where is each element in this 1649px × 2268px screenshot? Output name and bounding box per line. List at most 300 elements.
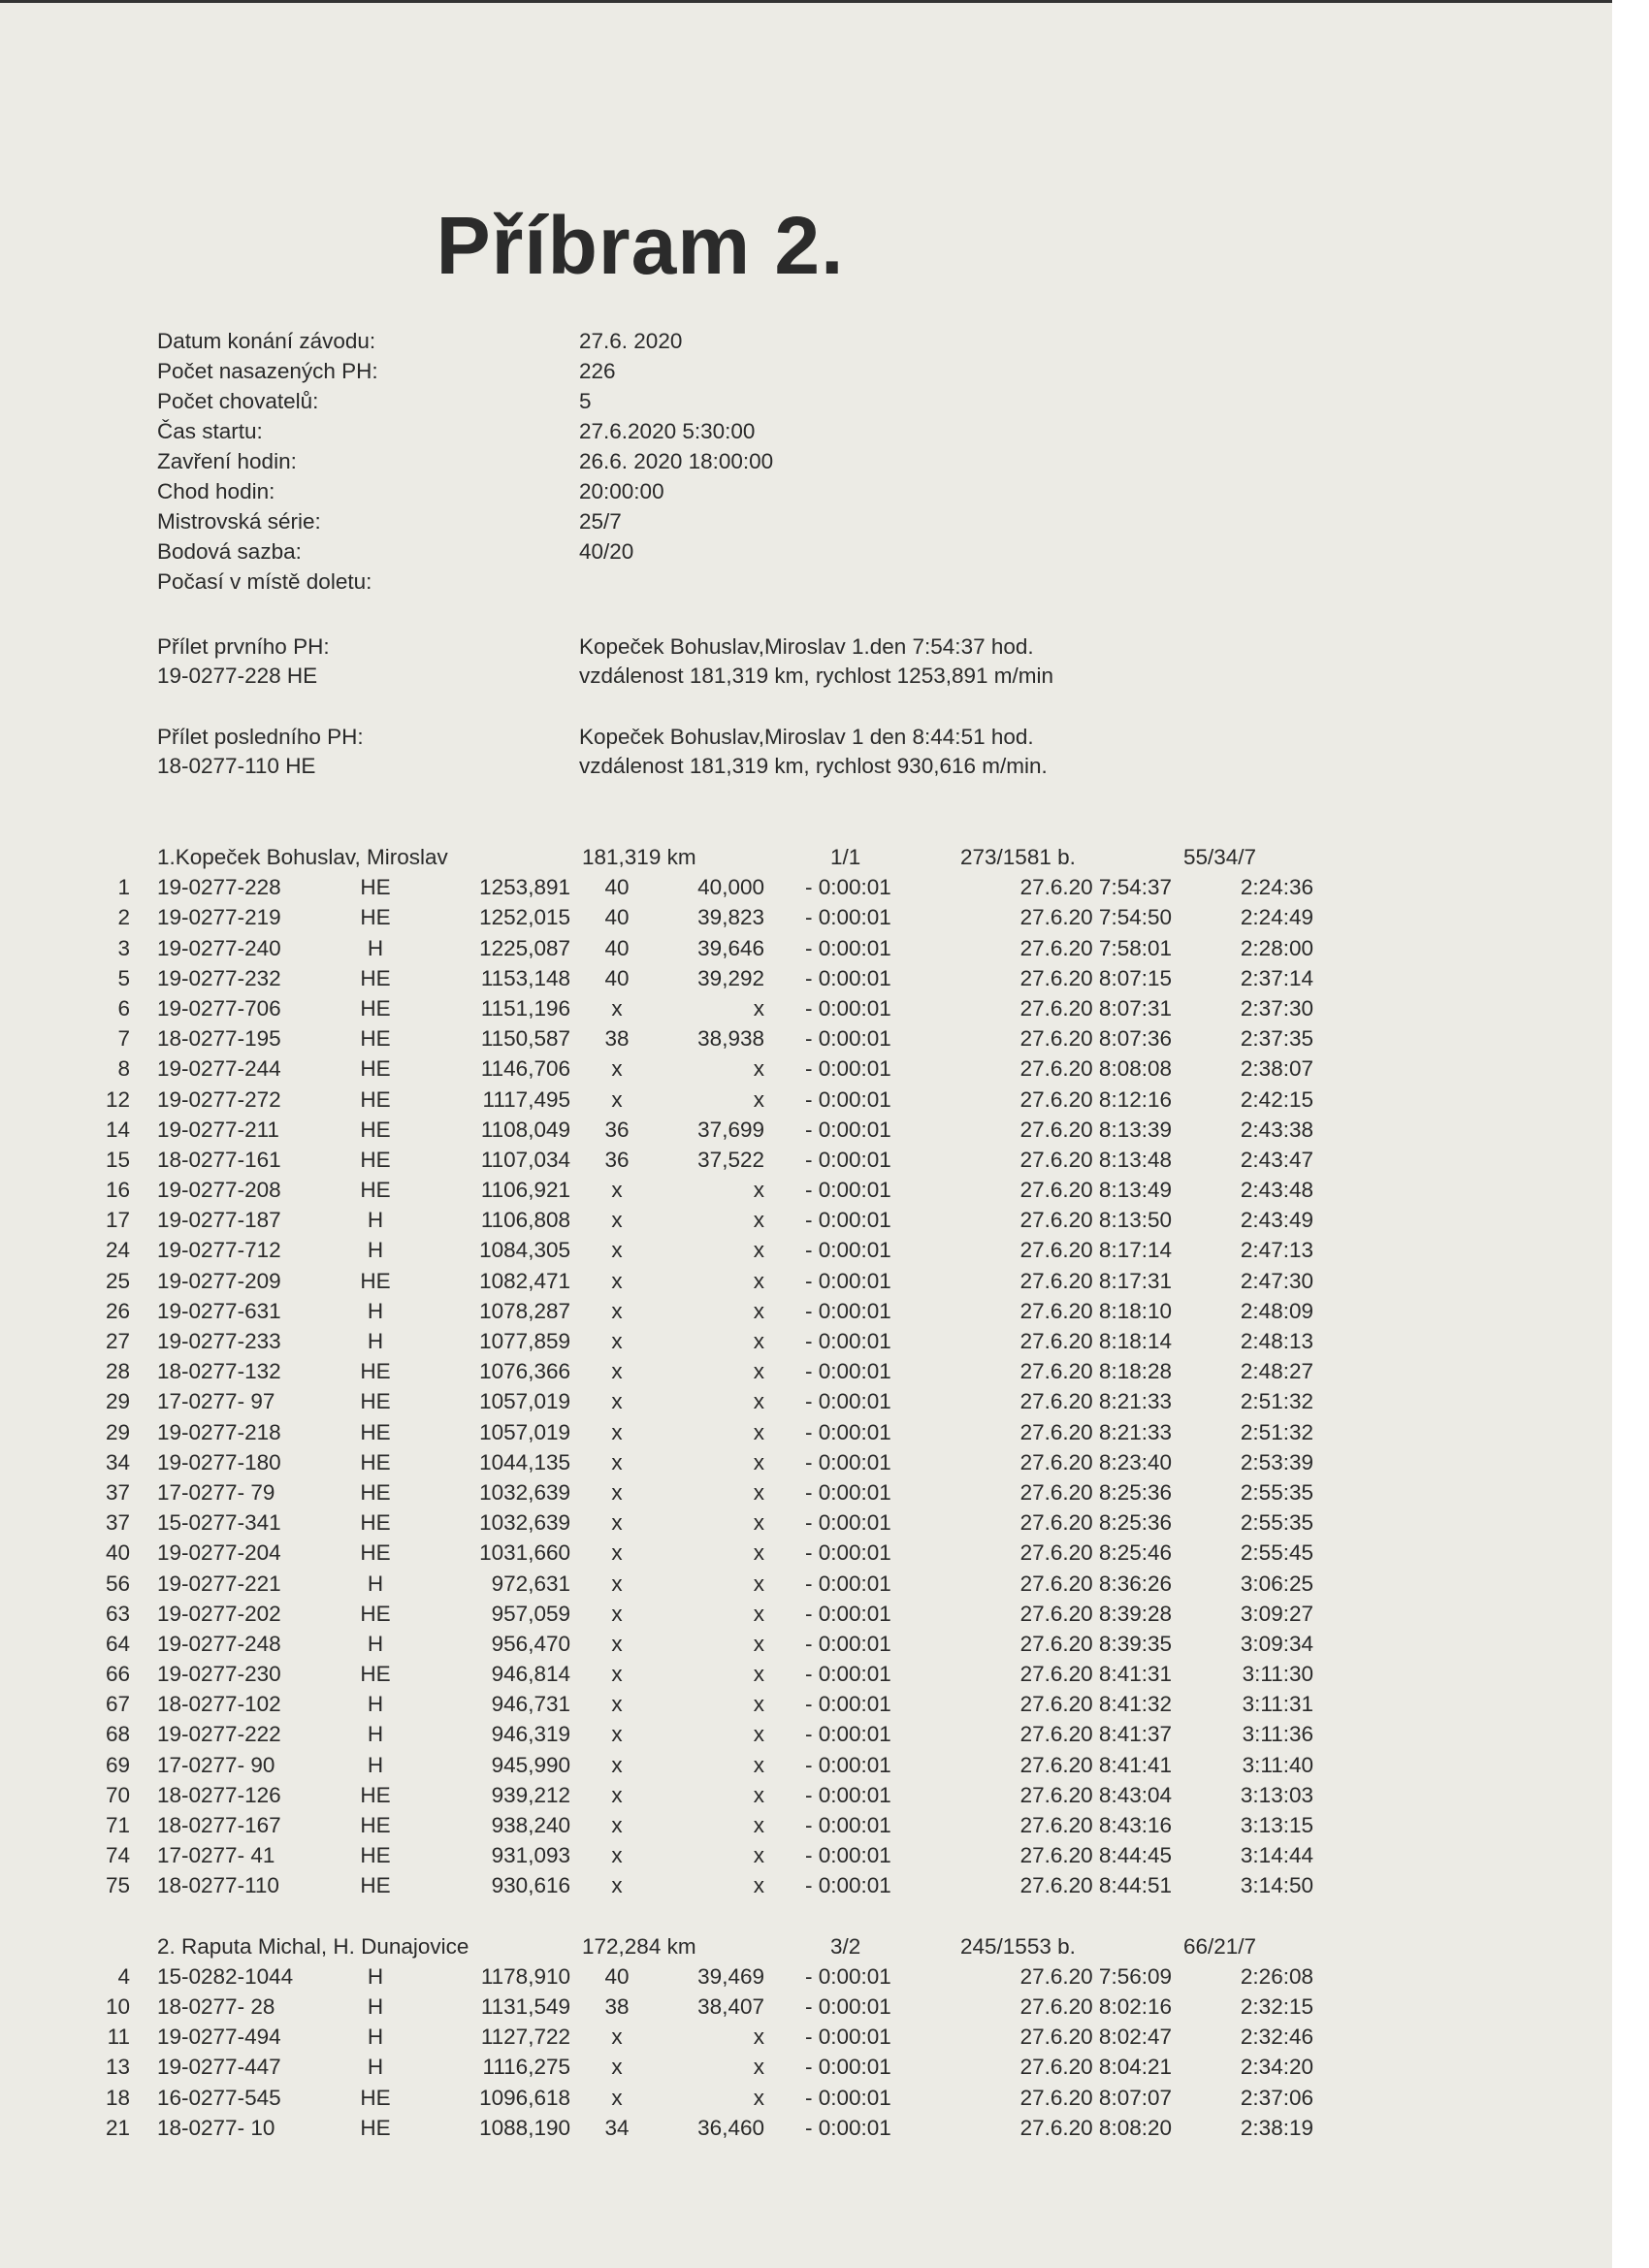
results-table [0, 842, 1358, 2143]
table-row [0, 1296, 1358, 1326]
points-cell: x [611, 1389, 623, 1414]
coefficient-cell: x [753, 1601, 764, 1626]
points-cell: x [611, 995, 623, 1021]
speed-cell: 1088,190 [479, 2115, 570, 2140]
correction-cell: - 0:00:01 [805, 2115, 891, 2140]
coefficient-cell: 38,407 [697, 1993, 764, 2019]
table-row [0, 1810, 1358, 1840]
speed-cell: 1106,921 [480, 1178, 570, 1203]
speed-cell: 1253,891 [479, 875, 570, 900]
flight-time-cell: 3:09:34 [1240, 1631, 1313, 1656]
first-arrival-label: Přílet prvního PH: [157, 634, 330, 659]
scan-edge-line [0, 0, 1612, 3]
correction-cell: - 0:00:01 [805, 1601, 891, 1626]
sex-cell: H [367, 1238, 384, 1263]
speed-cell: 1127,722 [480, 2025, 570, 2050]
flight-time-cell: 2:34:20 [1240, 2055, 1313, 2080]
table-row [0, 1870, 1358, 1900]
coefficient-cell: x [753, 1722, 764, 1747]
ring-number-cell: 17-0277- 97 [157, 1389, 275, 1414]
sex-cell: HE [360, 1178, 391, 1203]
sex-cell: HE [360, 1147, 391, 1172]
coefficient-cell: x [753, 1208, 764, 1233]
correction-cell: - 0:00:01 [805, 995, 891, 1021]
sex-cell: HE [360, 1662, 391, 1687]
table-row [0, 1447, 1358, 1477]
correction-cell: - 0:00:01 [805, 1268, 891, 1293]
speed-cell: 946,319 [491, 1722, 570, 1747]
info-value: 20:00:00 [579, 479, 664, 503]
correction-cell: - 0:00:01 [805, 1238, 891, 1263]
points-cell: x [611, 1571, 623, 1596]
arrival-cell: 27.6.20 8:12:16 [1019, 1086, 1172, 1112]
correction-cell: - 0:00:01 [805, 1722, 891, 1747]
speed-cell: 1252,015 [479, 905, 570, 930]
rank-cell: 24 [105, 1238, 130, 1263]
correction-cell: - 0:00:01 [805, 1147, 891, 1172]
points-cell: 36 [604, 1117, 630, 1142]
rank-cell: 4 [117, 1963, 130, 1989]
rank-cell: 5 [117, 965, 130, 990]
sex-cell: HE [360, 1026, 391, 1052]
rank-cell: 29 [105, 1419, 130, 1444]
speed-cell: 945,990 [491, 1752, 570, 1777]
speed-cell: 1096,618 [479, 2085, 570, 2110]
coefficient-cell: 39,823 [697, 905, 764, 930]
table-row [0, 1266, 1358, 1296]
coefficient-cell: 39,292 [697, 965, 764, 990]
correction-cell: - 0:00:01 [805, 2055, 891, 2080]
arrival-cell: 27.6.20 8:02:47 [1019, 2025, 1172, 2050]
rank-cell: 40 [105, 1540, 130, 1566]
speed-cell: 1057,019 [479, 1389, 570, 1414]
flight-time-cell: 2:48:09 [1240, 1298, 1313, 1323]
sex-cell: H [367, 1692, 384, 1717]
last-arrival-ring: 18-0277-110 HE [157, 754, 316, 778]
coefficient-cell: x [753, 1449, 764, 1474]
info-value: 5 [579, 389, 592, 413]
speed-cell: 1107,034 [480, 1147, 570, 1172]
arrival-cell: 27.6.20 8:21:33 [1019, 1389, 1172, 1414]
arrival-cell: 27.6.20 8:18:10 [1019, 1298, 1172, 1323]
speed-cell: 1150,587 [480, 1026, 570, 1052]
ring-number-cell: 18-0277- 28 [157, 1993, 275, 2019]
table-row [0, 993, 1358, 1023]
flight-time-cell: 2:37:06 [1240, 2085, 1313, 2110]
speed-cell: 972,631 [491, 1571, 570, 1596]
points-cell: x [611, 1601, 623, 1626]
breeder-series: 66/21/7 [1183, 1933, 1257, 1959]
coefficient-cell: 36,460 [697, 2115, 764, 2140]
points-cell: x [611, 1449, 623, 1474]
table-row [0, 2022, 1358, 2052]
sex-cell: H [367, 1631, 384, 1656]
arrival-cell: 27.6.20 8:04:21 [1019, 2055, 1172, 2080]
sex-cell: HE [360, 1813, 391, 1837]
sex-cell: HE [360, 1782, 391, 1807]
flight-time-cell: 3:09:27 [1240, 1601, 1313, 1626]
rank-cell: 6 [117, 995, 130, 1021]
arrival-cell: 27.6.20 7:54:50 [1019, 905, 1172, 930]
points-cell: x [611, 1813, 623, 1837]
points-cell: x [611, 1419, 623, 1444]
flight-time-cell: 2:24:36 [1240, 875, 1313, 900]
page-title: Příbram 2. [436, 200, 845, 291]
points-cell: 38 [604, 1026, 630, 1052]
ring-number-cell: 19-0277-240 [157, 935, 281, 960]
rank-cell: 3 [117, 935, 130, 960]
coefficient-cell: x [753, 1419, 764, 1444]
sex-cell: HE [360, 1268, 391, 1293]
rank-cell: 34 [105, 1449, 130, 1474]
rank-cell: 75 [105, 1873, 130, 1898]
info-label: Počet chovatelů: [157, 389, 319, 413]
speed-cell: 1153,148 [480, 965, 570, 990]
flight-time-cell: 2:53:39 [1240, 1449, 1313, 1474]
info-value: 25/7 [579, 509, 622, 534]
first-arrival-distance: vzdálenost 181,319 km, rychlost 1253,891 m/min [579, 664, 1054, 688]
rank-cell: 56 [105, 1571, 130, 1596]
speed-cell: 1044,135 [479, 1449, 570, 1474]
rank-cell: 18 [105, 2085, 130, 2110]
sex-cell: H [367, 935, 384, 960]
points-cell: x [611, 1662, 623, 1687]
coefficient-cell: x [753, 1843, 764, 1868]
coefficient-cell: 37,699 [697, 1117, 764, 1142]
info-value: 27.6.2020 5:30:00 [579, 419, 756, 443]
points-cell: x [611, 1178, 623, 1203]
correction-cell: - 0:00:01 [805, 1419, 891, 1444]
rank-cell: 29 [105, 1389, 130, 1414]
arrival-cell: 27.6.20 8:17:14 [1019, 1238, 1172, 1263]
arrival-cell: 27.6.20 8:36:26 [1019, 1571, 1172, 1596]
sex-cell: HE [360, 995, 391, 1021]
speed-cell: 938,240 [491, 1813, 570, 1837]
ring-number-cell: 15-0277-341 [157, 1510, 281, 1536]
sex-cell: HE [360, 875, 391, 900]
ring-number-cell: 19-0277-230 [157, 1662, 281, 1687]
points-cell: x [611, 1056, 623, 1082]
points-cell: x [611, 1298, 623, 1323]
rank-cell: 70 [105, 1782, 130, 1807]
coefficient-cell: x [753, 1752, 764, 1777]
flight-time-cell: 2:37:35 [1240, 1026, 1313, 1052]
coefficient-cell: x [753, 1056, 764, 1082]
correction-cell: - 0:00:01 [805, 1510, 891, 1536]
coefficient-cell: 39,469 [697, 1963, 764, 1989]
rank-cell: 25 [105, 1268, 130, 1293]
rank-cell: 37 [105, 1479, 130, 1505]
table-row [0, 1235, 1358, 1265]
ring-number-cell: 17-0277- 79 [157, 1479, 275, 1505]
sex-cell: H [367, 1722, 384, 1747]
ring-number-cell: 19-0277-208 [157, 1178, 281, 1203]
rank-cell: 17 [105, 1208, 130, 1233]
table-row [0, 1477, 1358, 1507]
speed-cell: 1076,366 [479, 1359, 570, 1384]
flight-time-cell: 3:11:30 [1242, 1662, 1313, 1687]
speed-cell: 1131,549 [480, 1993, 570, 2019]
points-cell: x [611, 1692, 623, 1717]
flight-time-cell: 2:47:13 [1240, 1238, 1313, 1263]
points-cell: x [611, 1510, 623, 1536]
correction-cell: - 0:00:01 [805, 1329, 891, 1353]
table-row [0, 1085, 1358, 1115]
sex-cell: HE [360, 1359, 391, 1384]
sex-cell: HE [360, 1843, 391, 1868]
table-row [0, 1538, 1358, 1568]
correction-cell: - 0:00:01 [805, 1843, 891, 1868]
correction-cell: - 0:00:01 [805, 1993, 891, 2019]
coefficient-cell: 40,000 [697, 875, 764, 900]
correction-cell: - 0:00:01 [805, 935, 891, 960]
correction-cell: - 0:00:01 [805, 2025, 891, 2050]
coefficient-cell: 37,522 [697, 1147, 764, 1172]
table-row [0, 1356, 1358, 1386]
ring-number-cell: 18-0277-195 [157, 1026, 281, 1052]
sex-cell: H [367, 1993, 384, 2019]
arrival-cell: 27.6.20 8:07:31 [1019, 995, 1172, 1021]
table-row [0, 1961, 1358, 1992]
flight-time-cell: 2:47:30 [1240, 1268, 1313, 1293]
rank-cell: 12 [105, 1086, 130, 1112]
points-cell: 36 [604, 1147, 630, 1172]
sex-cell: HE [360, 1449, 391, 1474]
rank-cell: 21 [105, 2115, 130, 2140]
sex-cell: HE [360, 1873, 391, 1898]
info-label: Bodová sazba: [157, 539, 302, 564]
last-arrival-label: Přílet posledního PH: [157, 725, 364, 749]
flight-time-cell: 3:11:40 [1242, 1752, 1313, 1777]
coefficient-cell: x [753, 2085, 764, 2110]
rank-cell: 64 [105, 1631, 130, 1656]
points-cell: x [611, 2085, 623, 2110]
ring-number-cell: 19-0277-631 [157, 1298, 281, 1323]
ring-number-cell: 19-0277-706 [157, 995, 281, 1021]
ring-number-cell: 19-0277-232 [157, 965, 281, 990]
correction-cell: - 0:00:01 [805, 1086, 891, 1112]
flight-time-cell: 3:14:44 [1240, 1843, 1313, 1868]
info-label: Čas startu: [157, 419, 263, 443]
table-row [0, 933, 1358, 963]
sex-cell: H [367, 1298, 384, 1323]
rank-cell: 16 [105, 1178, 130, 1203]
flight-time-cell: 3:11:36 [1242, 1722, 1313, 1747]
sex-cell: H [367, 1752, 384, 1777]
arrival-cell: 27.6.20 8:17:31 [1019, 1268, 1172, 1293]
sex-cell: HE [360, 1086, 391, 1112]
flight-time-cell: 2:43:38 [1240, 1117, 1313, 1142]
table-row [0, 1386, 1358, 1416]
speed-cell: 1032,639 [479, 1510, 570, 1536]
flight-time-cell: 2:48:13 [1240, 1329, 1313, 1353]
info-label: Chod hodin: [157, 479, 275, 503]
flight-time-cell: 3:13:15 [1240, 1813, 1313, 1837]
info-label: Počet nasazených PH: [157, 359, 378, 383]
points-cell: x [611, 1086, 623, 1112]
points-cell: 40 [604, 1963, 630, 1989]
table-row [0, 1992, 1358, 2022]
correction-cell: - 0:00:01 [805, 1298, 891, 1323]
flight-time-cell: 2:32:46 [1240, 2025, 1313, 2050]
points-cell: x [611, 1238, 623, 1263]
coefficient-cell: x [753, 1692, 764, 1717]
table-row [0, 1750, 1358, 1780]
arrival-cell: 27.6.20 8:44:51 [1019, 1873, 1172, 1898]
sex-cell: H [367, 1963, 384, 1989]
coefficient-cell: x [753, 1329, 764, 1353]
rank-cell: 74 [105, 1843, 130, 1868]
points-cell: x [611, 1268, 623, 1293]
rank-cell: 67 [105, 1692, 130, 1717]
group-spacer [0, 1901, 1358, 1931]
rank-cell: 69 [105, 1752, 130, 1777]
coefficient-cell: x [753, 1813, 764, 1837]
speed-cell: 931,093 [491, 1843, 570, 1868]
sex-cell: H [367, 2055, 384, 2080]
arrival-cell: 27.6.20 8:39:35 [1019, 1631, 1172, 1656]
arrival-cell: 27.6.20 8:21:33 [1019, 1419, 1172, 1444]
ring-number-cell: 18-0277-132 [157, 1359, 281, 1384]
last-arrival-distance: vzdálenost 181,319 km, rychlost 930,616 m/min. [579, 754, 1048, 778]
table-row [0, 1780, 1358, 1810]
arrival-cell: 27.6.20 8:02:16 [1019, 1993, 1172, 2019]
speed-cell: 1106,808 [480, 1208, 570, 1233]
correction-cell: - 0:00:01 [805, 1359, 891, 1384]
speed-cell: 1078,287 [479, 1298, 570, 1323]
info-label: Zavření hodin: [157, 449, 297, 473]
flight-time-cell: 2:42:15 [1240, 1086, 1313, 1112]
table-row [0, 1145, 1358, 1175]
correction-cell: - 0:00:01 [805, 1056, 891, 1082]
sex-cell: HE [360, 1540, 391, 1566]
coefficient-cell: x [753, 1662, 764, 1687]
arrival-cell: 27.6.20 8:18:28 [1019, 1359, 1172, 1384]
speed-cell: 946,731 [491, 1692, 570, 1717]
points-cell: x [611, 1782, 623, 1807]
speed-cell: 1117,495 [482, 1086, 570, 1112]
arrival-cell: 27.6.20 7:54:37 [1019, 875, 1172, 900]
info-label: Datum konání závodu: [157, 329, 376, 353]
speed-cell: 939,212 [491, 1782, 570, 1807]
ring-number-cell: 19-0277-712 [157, 1238, 281, 1263]
ring-number-cell: 19-0277-187 [157, 1208, 281, 1233]
breeder-name: 2. Raputa Michal, H. Dunajovice [157, 1933, 469, 1959]
points-cell: 40 [604, 905, 630, 930]
flight-time-cell: 3:14:50 [1240, 1873, 1313, 1898]
speed-cell: 946,814 [491, 1662, 570, 1687]
speed-cell: 1116,275 [482, 2055, 570, 2080]
ring-number-cell: 19-0277-222 [157, 1722, 281, 1747]
ring-number-cell: 18-0277-110 [157, 1873, 279, 1898]
correction-cell: - 0:00:01 [805, 1631, 891, 1656]
ring-number-cell: 17-0277- 41 [157, 1843, 275, 1868]
flight-time-cell: 2:55:35 [1240, 1479, 1313, 1505]
correction-cell: - 0:00:01 [805, 1117, 891, 1142]
rank-cell: 11 [107, 2025, 130, 2050]
breeder-ratio: 3/2 [830, 1933, 861, 1959]
rank-cell: 68 [105, 1722, 130, 1747]
info-label: Mistrovská série: [157, 509, 321, 534]
arrival-cell: 27.6.20 8:44:45 [1019, 1843, 1172, 1868]
ring-number-cell: 19-0277-494 [157, 2025, 281, 2050]
speed-cell: 1084,305 [479, 1238, 570, 1263]
coefficient-cell: x [753, 1178, 764, 1203]
arrival-cell: 27.6.20 8:08:20 [1019, 2115, 1172, 2140]
points-cell: x [611, 1479, 623, 1505]
flight-time-cell: 2:51:32 [1240, 1389, 1313, 1414]
speed-cell: 1151,196 [480, 995, 570, 1021]
flight-time-cell: 3:11:31 [1242, 1692, 1313, 1717]
table-row [0, 1507, 1358, 1538]
rank-cell: 10 [105, 1993, 130, 2019]
arrival-cell: 27.6.20 8:41:31 [1019, 1662, 1172, 1687]
coefficient-cell: x [753, 1571, 764, 1596]
table-row [0, 2113, 1358, 2143]
first-arrival-owner: Kopeček Bohuslav,Miroslav 1.den 7:54:37 hod. [579, 634, 1034, 659]
arrival-cell: 27.6.20 8:13:39 [1019, 1117, 1172, 1142]
coefficient-cell: x [753, 1510, 764, 1536]
correction-cell: - 0:00:01 [805, 1178, 891, 1203]
arrival-cell: 27.6.20 8:07:15 [1019, 965, 1172, 990]
points-cell: 40 [604, 935, 630, 960]
correction-cell: - 0:00:01 [805, 1662, 891, 1687]
first-arrival-ring: 19-0277-228 HE [157, 664, 318, 688]
correction-cell: - 0:00:01 [805, 1479, 891, 1505]
arrival-cell: 27.6.20 8:07:36 [1019, 1026, 1172, 1052]
ring-number-cell: 18-0277-102 [157, 1692, 281, 1717]
flight-time-cell: 2:28:00 [1240, 935, 1313, 960]
breeder-series: 55/34/7 [1183, 845, 1257, 869]
sex-cell: HE [360, 1117, 391, 1142]
ring-number-cell: 19-0277-233 [157, 1329, 281, 1353]
table-row [0, 963, 1358, 993]
points-cell: 34 [604, 2115, 630, 2140]
coefficient-cell: x [753, 1238, 764, 1263]
sex-cell: HE [360, 1419, 391, 1444]
flight-time-cell: 2:51:32 [1240, 1419, 1313, 1444]
ring-number-cell: 19-0277-211 [157, 1117, 279, 1142]
sex-cell: H [367, 1571, 384, 1596]
points-cell: 40 [604, 875, 630, 900]
coefficient-cell: 39,646 [697, 935, 764, 960]
arrival-cell: 27.6.20 8:13:50 [1019, 1208, 1172, 1233]
correction-cell: - 0:00:01 [805, 1026, 891, 1052]
rank-cell: 15 [105, 1147, 130, 1172]
ring-number-cell: 17-0277- 90 [157, 1752, 275, 1777]
ring-number-cell: 19-0277-244 [157, 1056, 281, 1082]
rank-cell: 13 [105, 2055, 130, 2080]
arrival-cell: 27.6.20 8:08:08 [1019, 1056, 1172, 1082]
rank-cell: 37 [105, 1510, 130, 1536]
ring-number-cell: 18-0277-161 [157, 1147, 281, 1172]
coefficient-cell: x [753, 1268, 764, 1293]
arrival-cell: 27.6.20 8:43:16 [1019, 1813, 1172, 1837]
info-value: 40/20 [579, 539, 634, 564]
last-arrival-owner: Kopeček Bohuslav,Miroslav 1 den 8:44:51 hod. [579, 725, 1034, 749]
arrival-cell: 27.6.20 8:23:40 [1019, 1449, 1172, 1474]
flight-time-cell: 2:37:14 [1240, 965, 1313, 990]
coefficient-cell: x [753, 1298, 764, 1323]
coefficient-cell: x [753, 1873, 764, 1898]
ring-number-cell: 19-0277-228 [157, 875, 281, 900]
sex-cell: HE [360, 1510, 391, 1536]
breeder-distance: 172,284 km [582, 1933, 696, 1959]
table-row [0, 1689, 1358, 1719]
correction-cell: - 0:00:01 [805, 1449, 891, 1474]
flight-time-cell: 2:38:07 [1240, 1056, 1313, 1082]
correction-cell: - 0:00:01 [805, 1752, 891, 1777]
